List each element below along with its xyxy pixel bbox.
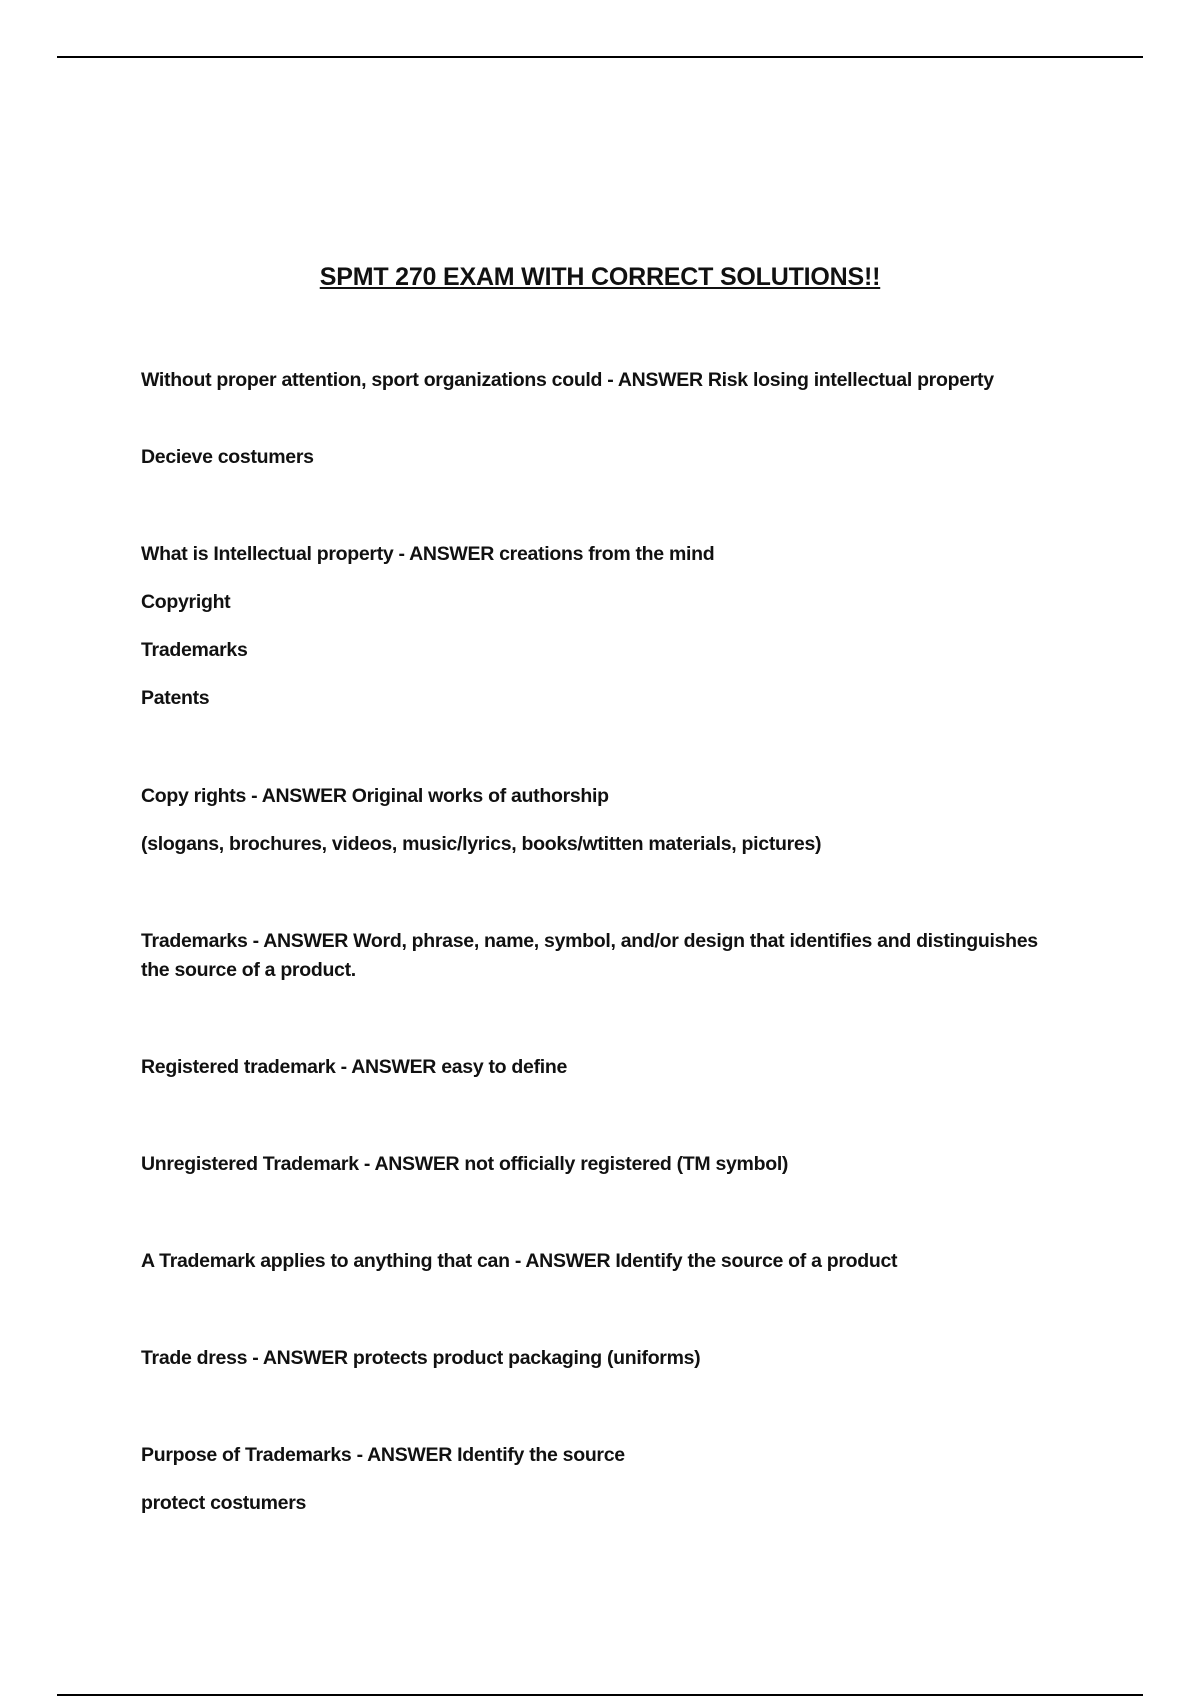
qa-line: A Trademark applies to anything that can - ANSWER Identify the source of a product [141, 1250, 898, 1272]
qa-line: Trademarks [141, 639, 248, 661]
qa-line: Copy rights - ANSWER Original works of authorship [141, 785, 609, 807]
qa-line: Decieve costumers [141, 446, 314, 468]
qa-line: protect costumers [141, 1492, 307, 1514]
qa-line: Copyright [141, 591, 231, 613]
qa-line: (slogans, brochures, videos, music/lyrics, books/wtitten materials, pictures) [141, 833, 822, 855]
qa-line: Unregistered Trademark - ANSWER not officially registered (TM symbol) [141, 1153, 789, 1175]
page-title: SPMT 270 EXAM WITH CORRECT SOLUTIONS!! [319, 263, 881, 291]
qa-line: Trademarks - ANSWER Word, phrase, name, symbol, and/or design that identifies and distinguishes the source of a product. [141, 930, 1038, 981]
qa-line: What is Intellectual property - ANSWER creations from the mind [141, 543, 715, 565]
qa-line: Trade dress - ANSWER protects product packaging (uniforms) [141, 1347, 701, 1369]
footer-rule [57, 1694, 1143, 1696]
qa-line: Registered trademark - ANSWER easy to define [141, 1056, 568, 1078]
qa-line: Patents [141, 687, 210, 709]
header-rule [57, 56, 1143, 58]
qa-line: Purpose of Trademarks - ANSWER Identify the source [141, 1444, 625, 1466]
qa-line: Without proper attention, sport organizations could - ANSWER Risk losing intellectual property [141, 369, 994, 391]
